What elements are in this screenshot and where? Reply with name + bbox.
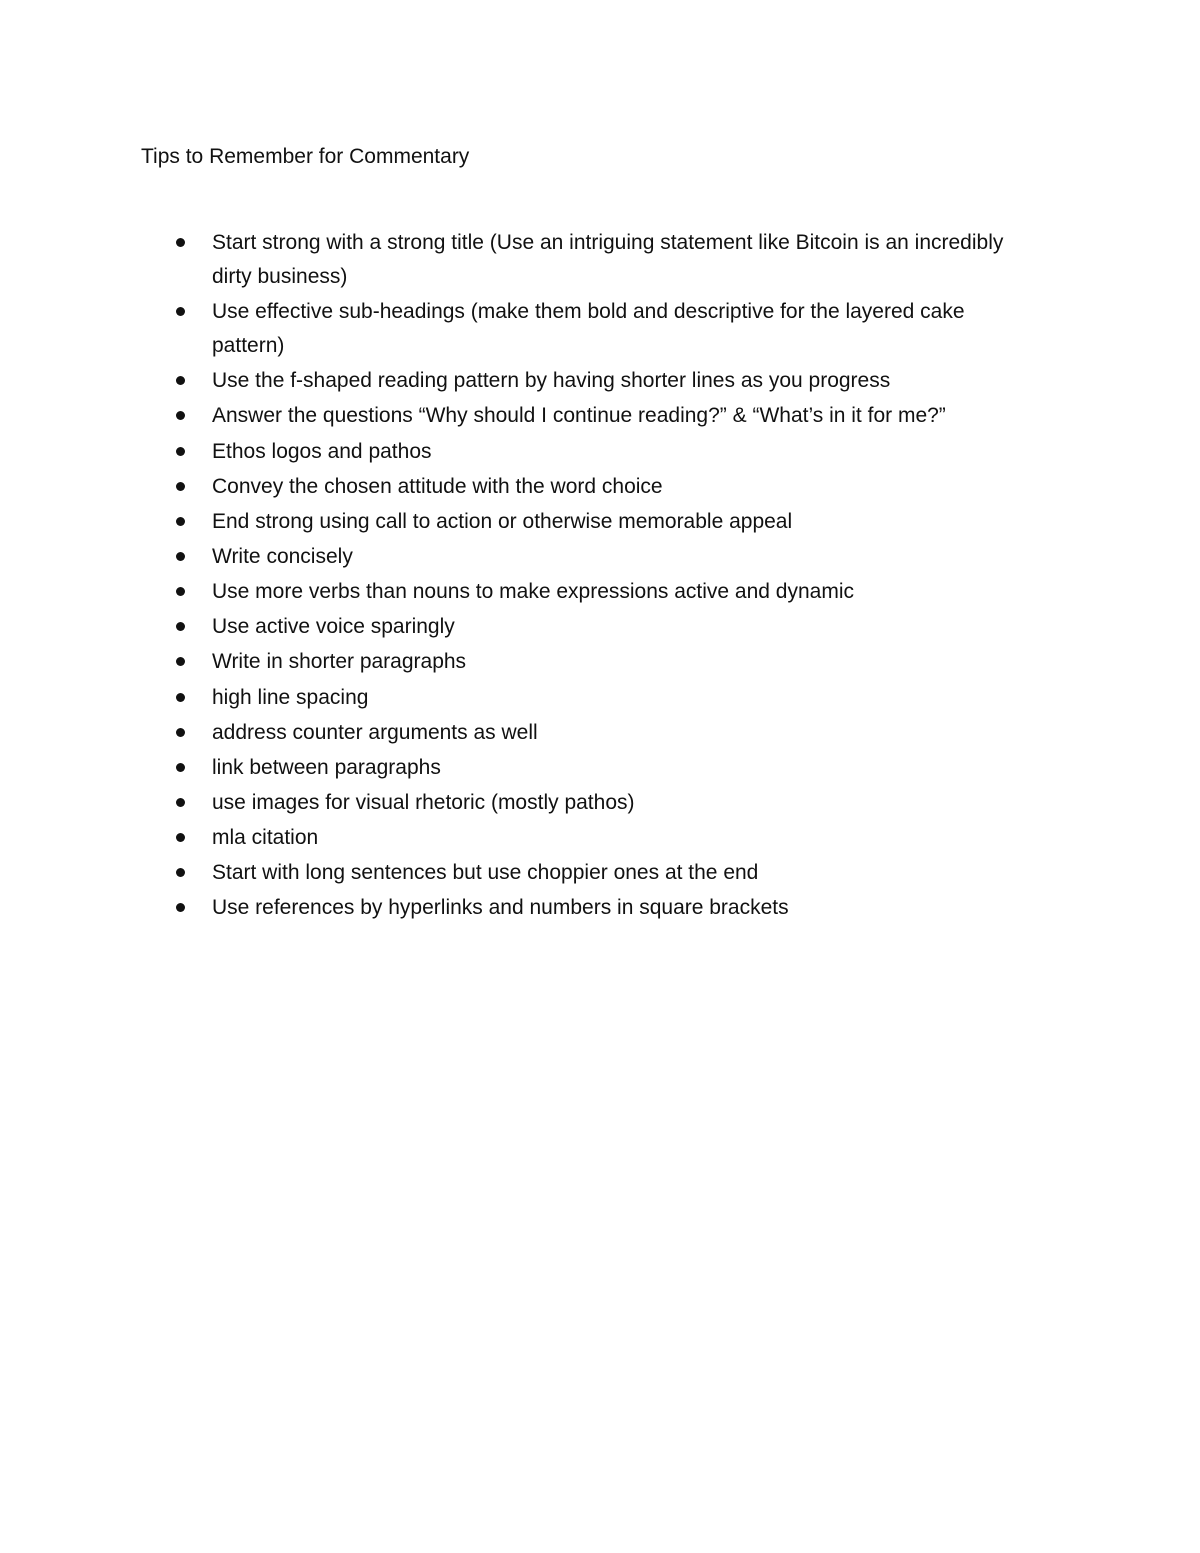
- bullet-icon: [176, 868, 185, 877]
- tip-text: Use references by hyperlinks and numbers in square brackets: [212, 896, 789, 920]
- tip-text: mla citation: [212, 826, 319, 850]
- tips-list: [212, 226, 1042, 927]
- tip-text: Answer the questions “Why should I continue reading?” & “What’s in it for me?”: [212, 404, 946, 428]
- list-item: [212, 856, 1042, 890]
- bullet-icon: [176, 552, 185, 561]
- list-item: [212, 295, 1042, 363]
- tip-text: link between paragraphs: [212, 755, 441, 779]
- bullet-icon: [176, 238, 185, 247]
- list-item: [212, 364, 1042, 398]
- tip-text: high line spacing: [212, 685, 369, 709]
- bullet-icon: [176, 693, 185, 702]
- bullet-icon: [176, 411, 185, 420]
- bullet-icon: [176, 517, 185, 526]
- tip-text: Write concisely: [212, 544, 353, 568]
- tip-text: use images for visual rhetoric (mostly pathos): [212, 790, 635, 814]
- tip-text: Ethos logos and pathos: [212, 439, 432, 463]
- bullet-icon: [176, 482, 185, 491]
- list-item: [212, 645, 1042, 679]
- bullet-icon: [176, 763, 185, 772]
- bullet-icon: [176, 307, 185, 316]
- tip-text: Start with long sentences but use choppier ones at the end: [212, 861, 759, 885]
- list-item: [212, 786, 1042, 820]
- list-item: [212, 435, 1042, 469]
- list-item: [212, 681, 1042, 715]
- bullet-icon: [176, 622, 185, 631]
- list-item: [212, 891, 1042, 925]
- bullet-icon: [176, 376, 185, 385]
- tip-text: End strong using call to action or otherwise memorable appeal: [212, 509, 793, 533]
- tip-text: Start strong with a strong title (Use an intriguing statement like Bitcoin is an incredibly dirty business): [212, 231, 1004, 288]
- list-item: [212, 751, 1042, 785]
- bullet-icon: [176, 657, 185, 666]
- list-item: [212, 540, 1042, 574]
- bullet-icon: [176, 447, 185, 456]
- bullet-icon: [176, 728, 185, 737]
- list-item: [212, 505, 1042, 539]
- list-item: [212, 470, 1042, 504]
- tip-text: Use active voice sparingly: [212, 615, 455, 639]
- list-item: [212, 226, 1042, 294]
- bullet-icon: [176, 587, 185, 596]
- tip-text: Convey the chosen attitude with the word choice: [212, 474, 663, 498]
- list-item: [212, 716, 1042, 750]
- list-item: [212, 399, 1042, 433]
- list-item: [212, 575, 1042, 609]
- tip-text: Write in shorter paragraphs: [212, 650, 467, 674]
- bullet-icon: [176, 833, 185, 842]
- document-title: Tips to Remember for Commentary: [141, 145, 470, 168]
- tip-text: Use the f-shaped reading pattern by having shorter lines as you progress: [212, 369, 891, 393]
- tip-text: Use more verbs than nouns to make expressions active and dynamic: [212, 580, 854, 604]
- tip-text: Use effective sub-headings (make them bold and descriptive for the layered cake pattern): [212, 300, 965, 358]
- list-item: [212, 821, 1042, 855]
- tip-text: address counter arguments as well: [212, 720, 538, 744]
- bullet-icon: [176, 798, 185, 807]
- list-item: [212, 610, 1042, 644]
- bullet-icon: [176, 903, 185, 912]
